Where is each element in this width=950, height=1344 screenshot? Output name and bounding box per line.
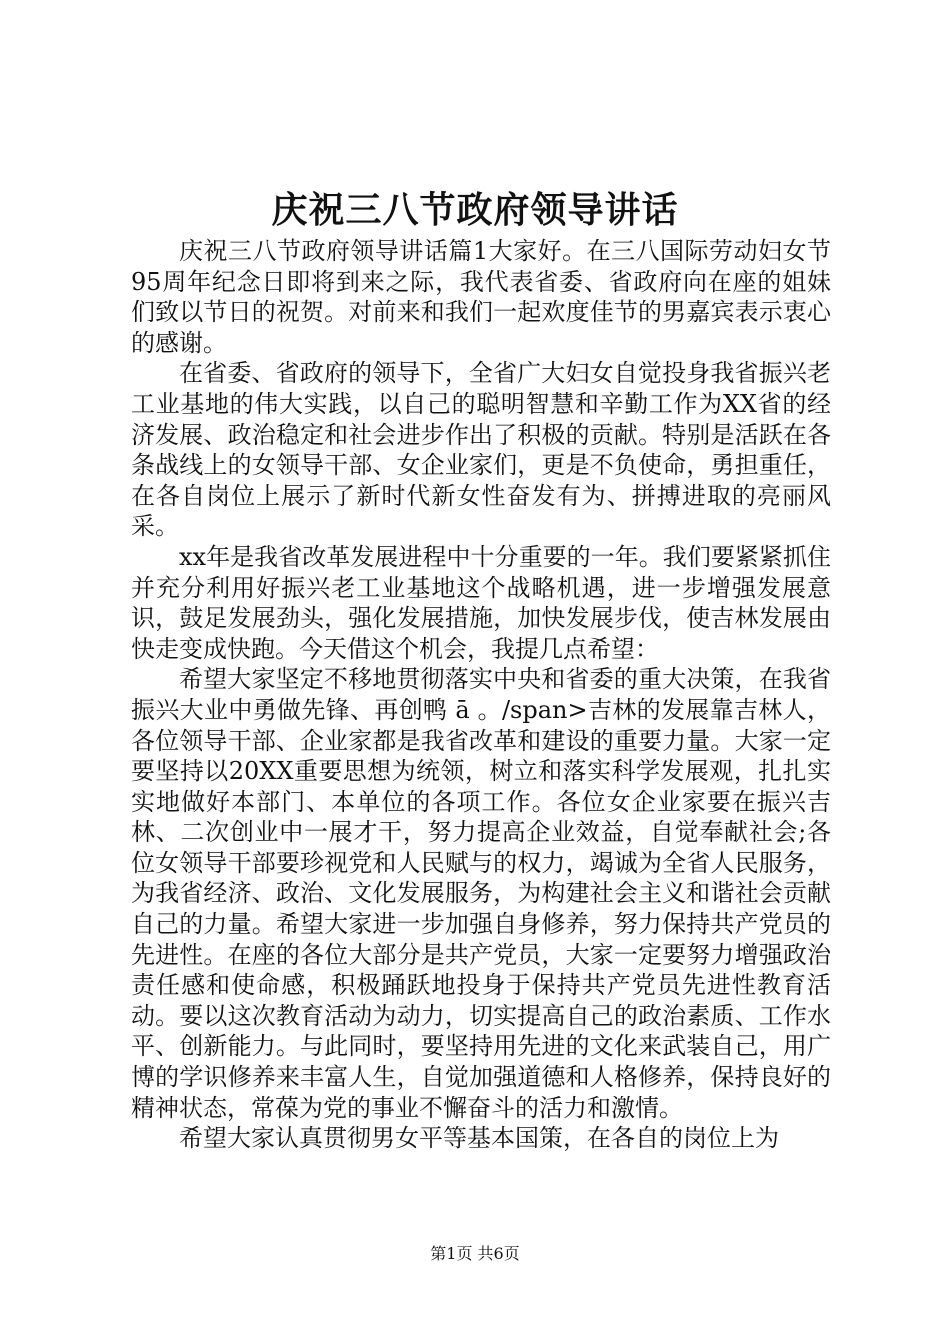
paragraph-4: 希望大家坚定不移地贯彻落实中央和省委的重大决策，在我省振兴大业中勇做先锋、再创鸭 ā 。/span>吉林的发展靠吉林人，各位领导干部、企业家都是我省改革和建设的重要力量。大家一定要坚持以20XX重要思想为统领，树立和落实科学发展观，扎扎实实地做好本部门、本单位的各项工作。各位女企业家要在振兴吉林、二次创业中一展才干，努力提高企业效益，自觉奉献社会;各位女领导干部要珍视党和人民赋与的权力，竭诚为全省人民服务，为我省经济、政治、文化发展服务，为构建社会主义和谐社会贡献自己的力量。希望大家进一步加强自身修养，努力保持共产党员的先进性。在座的各位大部分是共产党员，大家一定要努力增强政治责任感和使命感，积极踊跃地投身于保持共产党员先进性教育活动。要以这次教育活动为动力，切实提高自己的政治素质、工作水平、创新能力。与此同时，要坚持用先进的文化来武装自己，用广博的学识修养来丰富人生，自觉加强道德和人格修养，保持良好的精神状态，常葆为党的事业不懈奋斗的活力和激情。 — [131, 665, 831, 1122]
document-body — [131, 236, 831, 1154]
page-footer: 第1页 共6页 — [430, 1244, 520, 1263]
paragraph-3: xx年是我省改革发展进程中十分重要的一年。我们要紧紧抓住并充分利用好振兴老工业基地这个战略机遇，进一步增强发展意识，鼓足发展劲头，强化发展措施，加快发展步伐，使吉林发展由快走变成快跑。今天借这个机会，我提几点希望： — [131, 542, 831, 663]
document-title: 庆祝三八节政府领导讲话 — [271, 189, 679, 231]
paragraph-2: 在省委、省政府的领导下，全省广大妇女自觉投身我省振兴老工业基地的伟大实践，以自己的聪明智慧和辛勤工作为XX省的经济发展、政治稳定和社会进步作出了积极的贡献。特别是活跃在各条战线上的女领导干部、女企业家们，更是不负使命，勇担重任，在各自岗位上展示了新时代新女性奋发有为、拼搏进取的亮丽风采。 — [131, 359, 831, 541]
paragraph-1: 庆祝三八节政府领导讲话篇1大家好。在三八国际劳动妇女节95周年纪念日即将到来之际，我代表省委、省政府向在座的姐妹们致以节日的祝贺。对前来和我们一起欢度佳节的男嘉宾表示衷心的感谢。 — [131, 237, 831, 357]
paragraph-5: 希望大家认真贯彻男女平等基本国策，在各自的岗位上为 — [179, 1124, 779, 1153]
